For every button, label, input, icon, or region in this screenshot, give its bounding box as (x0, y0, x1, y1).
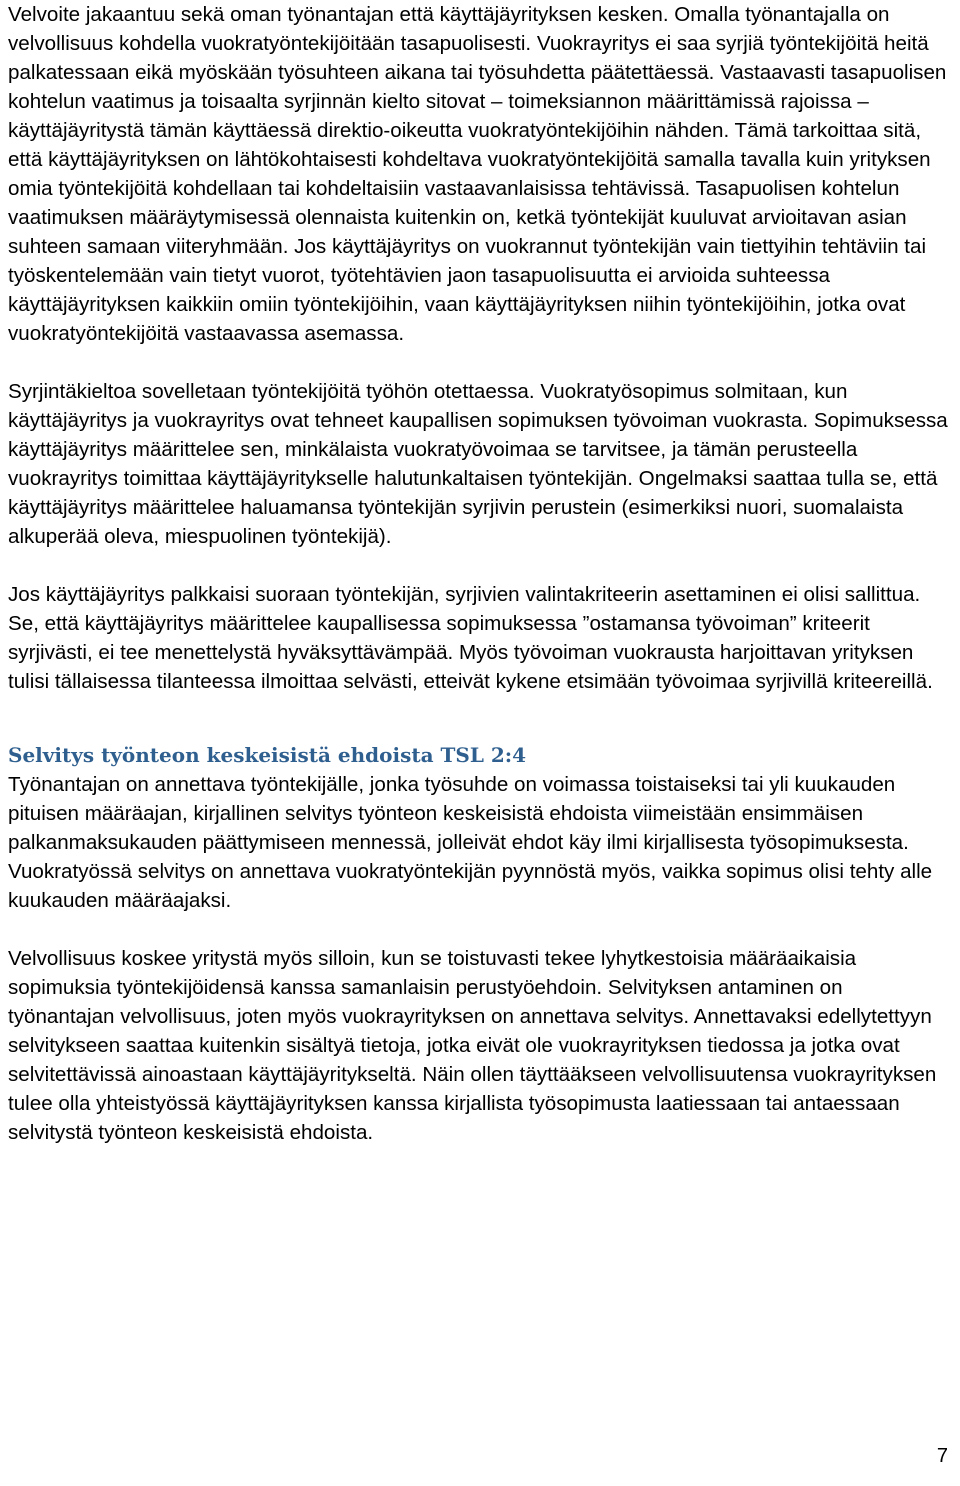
paragraph-velvollisuus: Velvollisuus koskee yritystä myös silloin, kun se toistuvasti tekee lyhytkestoisia määräaikaisia sopimuksia työntekijöidensä kanssa samanlaisin perustyöehdoin. Selvityksen antaminen on työnantajan velvollisuus, joten myös vuokrayrityksen on annettava selvitys. Annettavaksi edellytettyyn selvitykseen saattaa kuitenkin sisältyä tietoja, jotka eivät ole vuokrayrityksen tiedossa ja jotka ovat selvitettävissä ainoastaan käyttäjäyritykseltä. Näin ollen täyttääkseen velvollisuutensa vuokrayrityksen tulee olla yhteistyössä käyttäjäyrityksen kanssa kirjallista työsopimusta laatiessaan tai antaessaan selvitystä työnteon keskeisistä ehdoista. (8, 947, 937, 1144)
paragraph-selvitys-ehdoista: Työnantajan on annettava työntekijälle, jonka työsuhde on voimassa toistaiseksi tai yli kuukauden pituisen määräajan, kirjallinen selvitys työnteon keskeisistä ehdoista viimeistään ensimmäisen palkanmaksukauden päättymiseen mennessä, jolleivät ehdot käy ilmi kirjallisesta työsopimuksesta. Vuokratyössä selvitys on annettava vuokratyöntekijän pyynnöstä myös, vaikka sopimus olisi tehty alle kuukauden määräajaksi. (8, 773, 933, 912)
paragraph-syrjintakielto: Syrjintäkieltoa sovelletaan työntekijöitä työhön otettaessa. Vuokratyösopimus solmitaan, kun käyttäjäyritys ja vuokrayritys ovat tehneet kaupallisen sopimuksen työvoiman vuokrasta. Sopimuksessa käyttäjäyritys määrittelee sen, minkälaista vuokratyövoimaa se tarvitsee, ja tämän perusteella vuokrayritys toimittaa käyttäjäyritykselle halutunkaltaisen työntekijän. Ongelmaksi saattaa tulla se, että käyttäjäyritys määrittelee haluamansa työntekijän syrjivin perustein (esimerkiksi nuori, suomalaista alkuperää oleva, miespuolinen työntekijä). (8, 380, 948, 548)
section-heading: Selvitys työnteon keskeisistä ehdoista TSL 2:4 (8, 743, 527, 767)
page-number: 7 (936, 1445, 948, 1467)
paragraph-valintakriteerit: Jos käyttäjäyritys palkkaisi suoraan työntekijän, syrjivien valintakriteerin asettaminen ei olisi sallittua. Se, että käyttäjäyritys määrittelee kaupallisessa sopimuksessa ”ostamansa työvoiman” kriteerit syrjivästi, ei tee menettelystä hyväksyttävämpää. Myös työvoiman vuokrausta harjoittavan yrityksen tulisi tällaisessa tilanteessa ilmoittaa selvästi, etteivät kykene etsimään työvoimaa syrjivillä kriteereillä. (8, 583, 933, 693)
paragraph-tasapuolinen-kohtelu: Velvoite jakaantuu sekä oman työnantajan että käyttäjäyrityksen kesken. Omalla työnantajalla on velvollisuus kohdella vuokratyöntekijöitään tasapuolisesti. Vuokrayritys ei saa syrjiä työntekijöitä heitä palkatessaan eikä myöskään työsuhteen aikana tai työsuhdetta päätettäessä. Vastaavasti tasapuolisen kohtelun vaatimus ja toisaalta syrjinnän kielto sitovat – toimeksiannon määrittämissä rajoissa – käyttäjäyritystä tämän käyttäessä direktio-oikeutta vuokratyöntekijöihin nähden. Tämä tarkoittaa sitä, että käyttäjäyrityksen on lähtökohtaisesti kohdeltava vuokratyöntekijöitä samalla tavalla kuin yrityksen omia työntekijöitä kohdellaan tai kohdeltaisiin vastaavanlaisissa tehtävissä. Tasapuolisen kohtelun vaatimuksen määräytymisessä olennaista kuitenkin on, ketkä työntekijät kuuluvat arvioitavan asian suhteen samaan viiteryhmään. Jos käyttäjäyritys on vuokrannut työntekijän vain tiettyihin tehtäviin tai työskentelemään vain tietyt vuorot, työtehtävien jaon tasapuolisuutta ei arvioida suhteessa käyttäjäyrityksen kaikkiin omiin työntekijöihin, vaan käyttäjäyrityksen niihin työntekijöihin, jotka ovat vuokratyöntekijöitä vastaavassa asemassa. (8, 3, 947, 345)
document-page (8, 0, 953, 1147)
